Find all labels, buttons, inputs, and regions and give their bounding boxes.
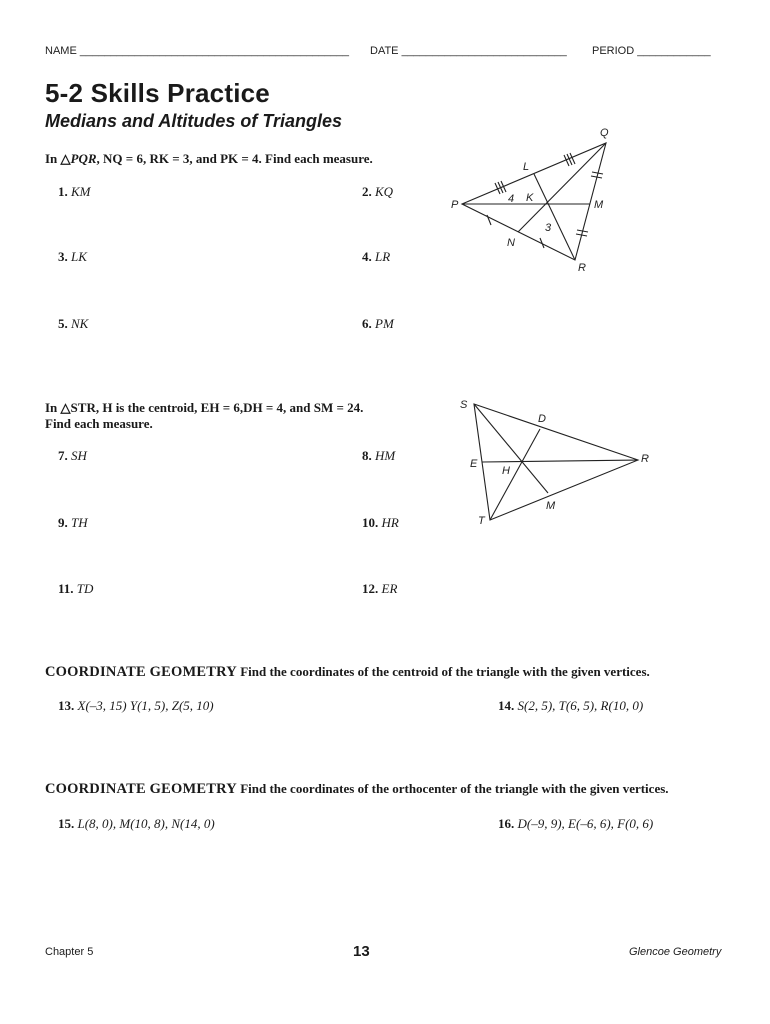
name-field-label: NAME ____________________________________________ [45, 45, 350, 57]
question-16: 16. D(–9, 9), E(–6, 6), F(0, 6) [498, 816, 654, 831]
label-rk-value: 3 [545, 222, 552, 234]
label-r: R [578, 262, 586, 274]
footer-publisher: Glencoe Geometry [629, 946, 722, 958]
label-d: D [538, 413, 546, 425]
page-title: 5-2 Skills Practice [45, 78, 270, 108]
section1-intro: In △PQR, NQ = 6, RK = 3, and PK = 4. Find each measure. [45, 151, 373, 166]
question-8: 8. HM [362, 448, 396, 463]
section3-instruction: COORDINATE GEOMETRY Find the coordinates of the centroid of the triangle with the given vertices. [45, 664, 650, 680]
triangle-str-figure [460, 392, 660, 532]
label-e: E [470, 458, 478, 470]
question-9: 9. TH [58, 515, 88, 530]
triangle-pqr-figure [440, 120, 620, 280]
period-field-label: PERIOD ____________ [592, 45, 711, 57]
question-15: 15. L(8, 0), M(10, 8), N(14, 0) [58, 816, 215, 831]
question-7: 7. SH [58, 448, 87, 463]
footer-chapter: Chapter 5 [45, 946, 94, 958]
question-1: 1. KM [58, 184, 91, 199]
label-m2: M [546, 500, 556, 512]
label-h: H [502, 465, 510, 477]
question-4: 4. LR [362, 249, 391, 264]
label-t: T [478, 515, 485, 527]
question-14: 14. S(2, 5), T(6, 5), R(10, 0) [498, 698, 644, 713]
question-12: 12. ER [362, 581, 398, 596]
label-s: S [460, 399, 468, 411]
label-k: K [526, 192, 534, 204]
question-11: 11. TD [58, 581, 94, 596]
page-subtitle: Medians and Altitudes of Triangles [45, 111, 343, 131]
question-5: 5. NK [58, 316, 89, 331]
question-2: 2. KQ [362, 184, 394, 199]
median-rl [534, 174, 575, 260]
label-p: P [451, 199, 459, 211]
question-3: 3. LK [58, 249, 87, 264]
tick-mark [487, 215, 491, 225]
triangle-pqr-outline [462, 143, 606, 260]
median-qn [518, 143, 606, 232]
section2-intro: In △STR, H is the centroid, EH = 6,DH = 4, and SM = 24. Find each measure. [45, 400, 364, 431]
label-m: M [594, 199, 604, 211]
date-field-label: DATE ___________________________ [370, 45, 567, 57]
footer-page-number: 13 [353, 943, 370, 960]
label-q: Q [600, 127, 609, 139]
label-n: N [507, 237, 515, 249]
label-pk-value: 4 [508, 193, 515, 205]
question-6: 6. PM [362, 316, 394, 331]
label-r2: R [641, 453, 649, 465]
question-13: 13. X(–3, 15) Y(1, 5), Z(5, 10) [58, 698, 214, 713]
question-10: 10. HR [362, 515, 399, 530]
section4-instruction: COORDINATE GEOMETRY Find the coordinates of the orthocenter of the triangle with the given vertices. [45, 781, 669, 797]
median-sm [474, 404, 548, 493]
label-l: L [523, 161, 530, 173]
median-re [482, 460, 638, 462]
